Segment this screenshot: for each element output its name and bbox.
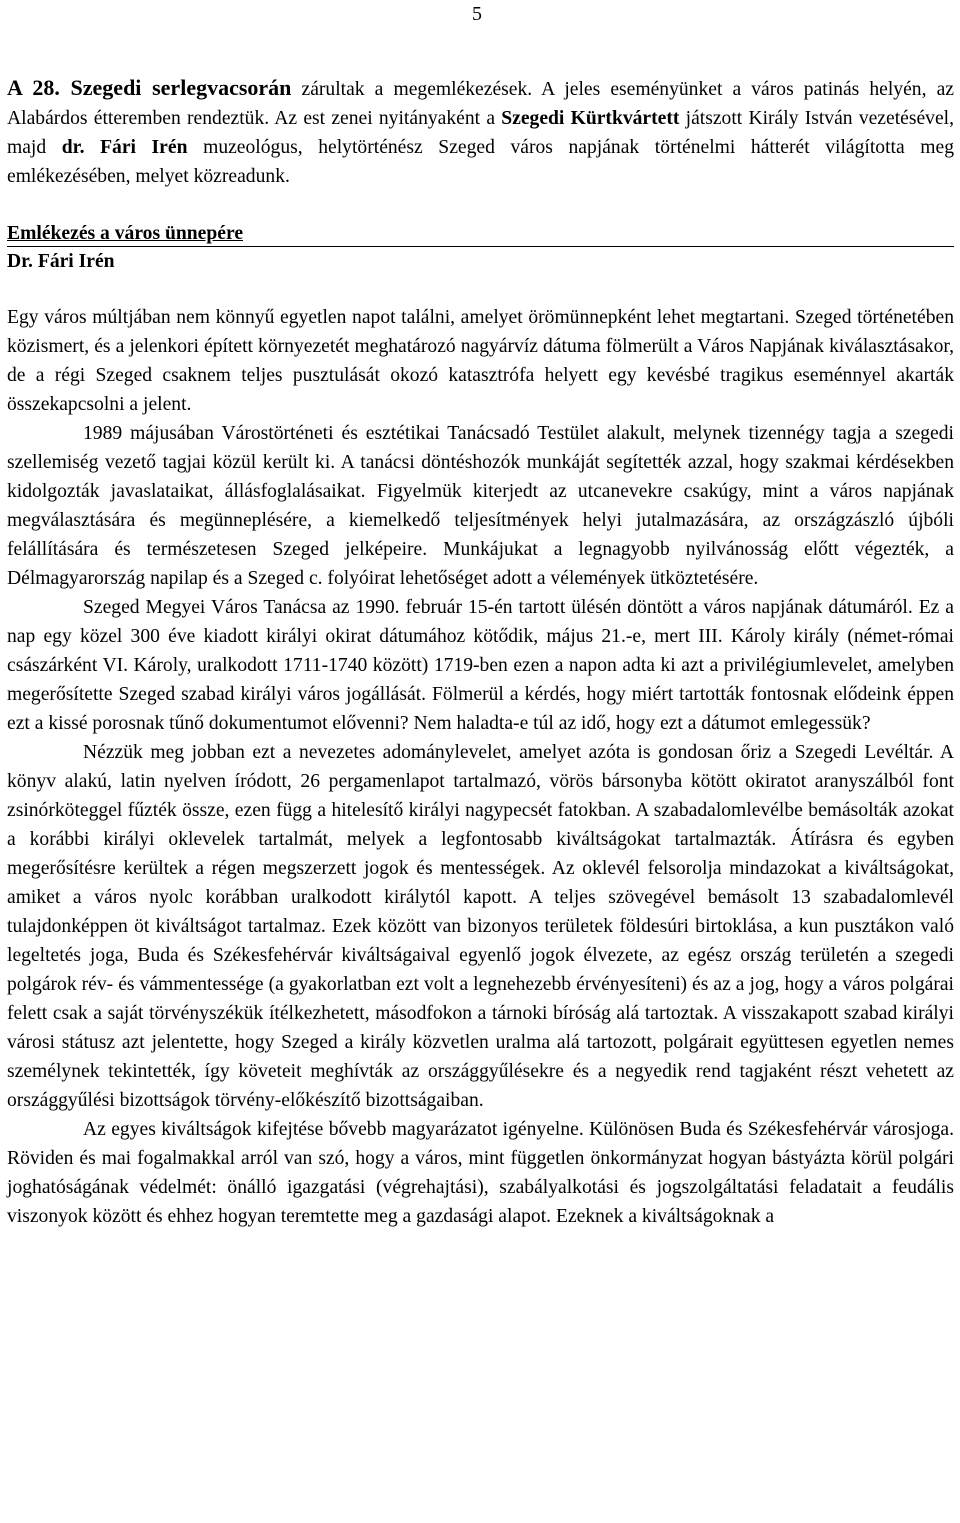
intro-bold-author: dr. Fári Irén (61, 137, 188, 158)
article-title: Emlékezés a város ünnepére (7, 223, 954, 247)
page-number: 5 (472, 3, 482, 25)
intro-text: játszott Király István vezetésével, majd (7, 108, 955, 158)
intro-paragraph (7, 73, 954, 191)
article-paragraph: Szeged Megyei Város Tanácsa az 1990. február 15-én tartott ülésén döntött a város napjának dátumáról. Ez a nap egy közel 300 éve kiadott királyi okirat dátumához kötődik, május 21.-e, mert III. Károly király (német-római császárként VI. Károly, uralkodott 1711-1740 között) 1719-ben ezen a napon adta ki azt a privilégiumlevelet, amelyben megerősítette Szeged szabad királyi város jogállását. Fölmerül a kérdés, hogy miért tartották fontosnak elődeink éppen ezt a kissé porosnak tűnő dokumentumot elővenni? Nem haladta-e túl az idő, hogy ezt a dátumot emlegessük? (7, 597, 954, 734)
intro-text: zárultak a megemlékezések. A jeles eseményünket a város patinás helyén, az Alabárdos étteremben rendeztük. Az est zenei nyitányaként a (7, 79, 954, 129)
article-paragraph: Az egyes kiváltságok kifejtése bővebb magyarázatot igényelne. Különösen Buda és Székesfehérvár városjoga. Röviden és mai fogalmakkal arról van szó, hogy a város, mint független önkormányzat hogyan bástyázta körül polgári joghatóságának védelmét: önálló igazgatási (végrehajtási), szabályalkotási és jogszolgáltatási feladatait a feudális viszonyok között és ehhez hogyan teremtette meg a gazdasági alapot. Ezeknek a kiváltságoknak a (7, 1119, 954, 1227)
article-paragraph: 1989 májusában Várostörténeti és esztétikai Tanácsadó Testület alakult, melynek tizennégy tagja a szegedi szellemiség vezető tagjai közül került ki. A tanácsi döntéshozók munkáját segítették azzal, hogy szakmai kérdésekben kidolgozták javaslataikat, állásfoglalásaikat. Figyelmük kiterjedt az utcanevekre csakúgy, mint a város napjának megválasztására és megünneplésére, a kiemelkedő teljesítmények helyi jutalmazására, az országzászló újbóli felállítására és természetesen Szeged jelképeire. Munkájukat a legnagyobb nyilvánosság előtt végezték, a Délmagyarország napilap és a Szeged c. folyóirat lehetőséget adott a vélemények ütköztetésére. (7, 423, 954, 589)
article-heading (7, 219, 954, 276)
intro-text: muzeológus, helytörténész Szeged város napjának történelmi hátterét világította meg emlékezésében, melyet közreadunk. (7, 137, 955, 187)
article-author: Dr. Fári Irén (7, 251, 115, 272)
article-body (7, 303, 954, 1231)
article-paragraph: Nézzük meg jobban ezt a nevezetes adománylevelet, amelyet azóta is gondosan őriz a Szegedi Levéltár. A könyv alakú, latin nyelven íródott, 26 pergamenlapot tartalmazó, vörös bársonyba kötött okiratot aranyszálból font zsinórköteggel fűzték össze, ezen függ a hitelesítő királyi nagypecsét fatokban. A szabadalomlevélbe bemásolták azokat a korábbi királyi oklevelek tartalmát, melyek a legfontosabb kiváltságokat tartalmazták. Átírásra és egyben megerősítésre kerültek a régen megszerzett jogok és mentességek. Az oklevél felsorolja mindazokat a kiváltságokat, amiket a város nyolc korábban uralkodott királytól kapott. A teljes szövegével bemásolt 13 szabadalomlevél tulajdonképpen öt kiváltságot tartalmaz. Ezek között van bizonyos területek földesúri birtoklása, a kun pusztákon való legeltetés joga, Buda és Székesfehérvár kiváltságaival egyenlő jogok élvezete, az egész ország területén a szegedi polgárok rév- és vámmentessége (a gyakorlatban ezt volt a legnehezebb érvényesíteni) és az a jog, hogy a város polgárai felett csak a saját törvényszékük ítélkezhetett, másodfokon a tárnoki bíróság alá tartoztak. A visszakapott szabad királyi városi státusz azt jelentette, hogy Szeged a király közvetlen uralma alá tartozott, polgárait együttesen egyetlen nemes személynek tekintették, így követeit meghívták az országgyűlésekre és a negyedik rend tagjaként részt vehetett az országgyűlési bizottságok törvény-előkészítő bizottságaiban. (7, 742, 954, 1111)
intro-lead: A 28. Szegedi serlegvacsorán (7, 75, 292, 100)
article-paragraph: Egy város múltjában nem könnyű egyetlen napot találni, amelyet örömünnepként lehet megtartani. Szeged történetében közismert, és a jelenkori épített környezetét meghatározó nagyárvíz dátuma fölmerült a Város Napjának kiválasztásakor, de a régi Szeged csaknem teljes pusztulását okozó katasztrófa helyett egy kevésbé tragikus eseménnyel akarták összekapcsolni a jelent. (7, 307, 954, 415)
intro-bold-ensemble: Szegedi Kürtkvártett (501, 108, 680, 129)
document-body (7, 73, 954, 1231)
